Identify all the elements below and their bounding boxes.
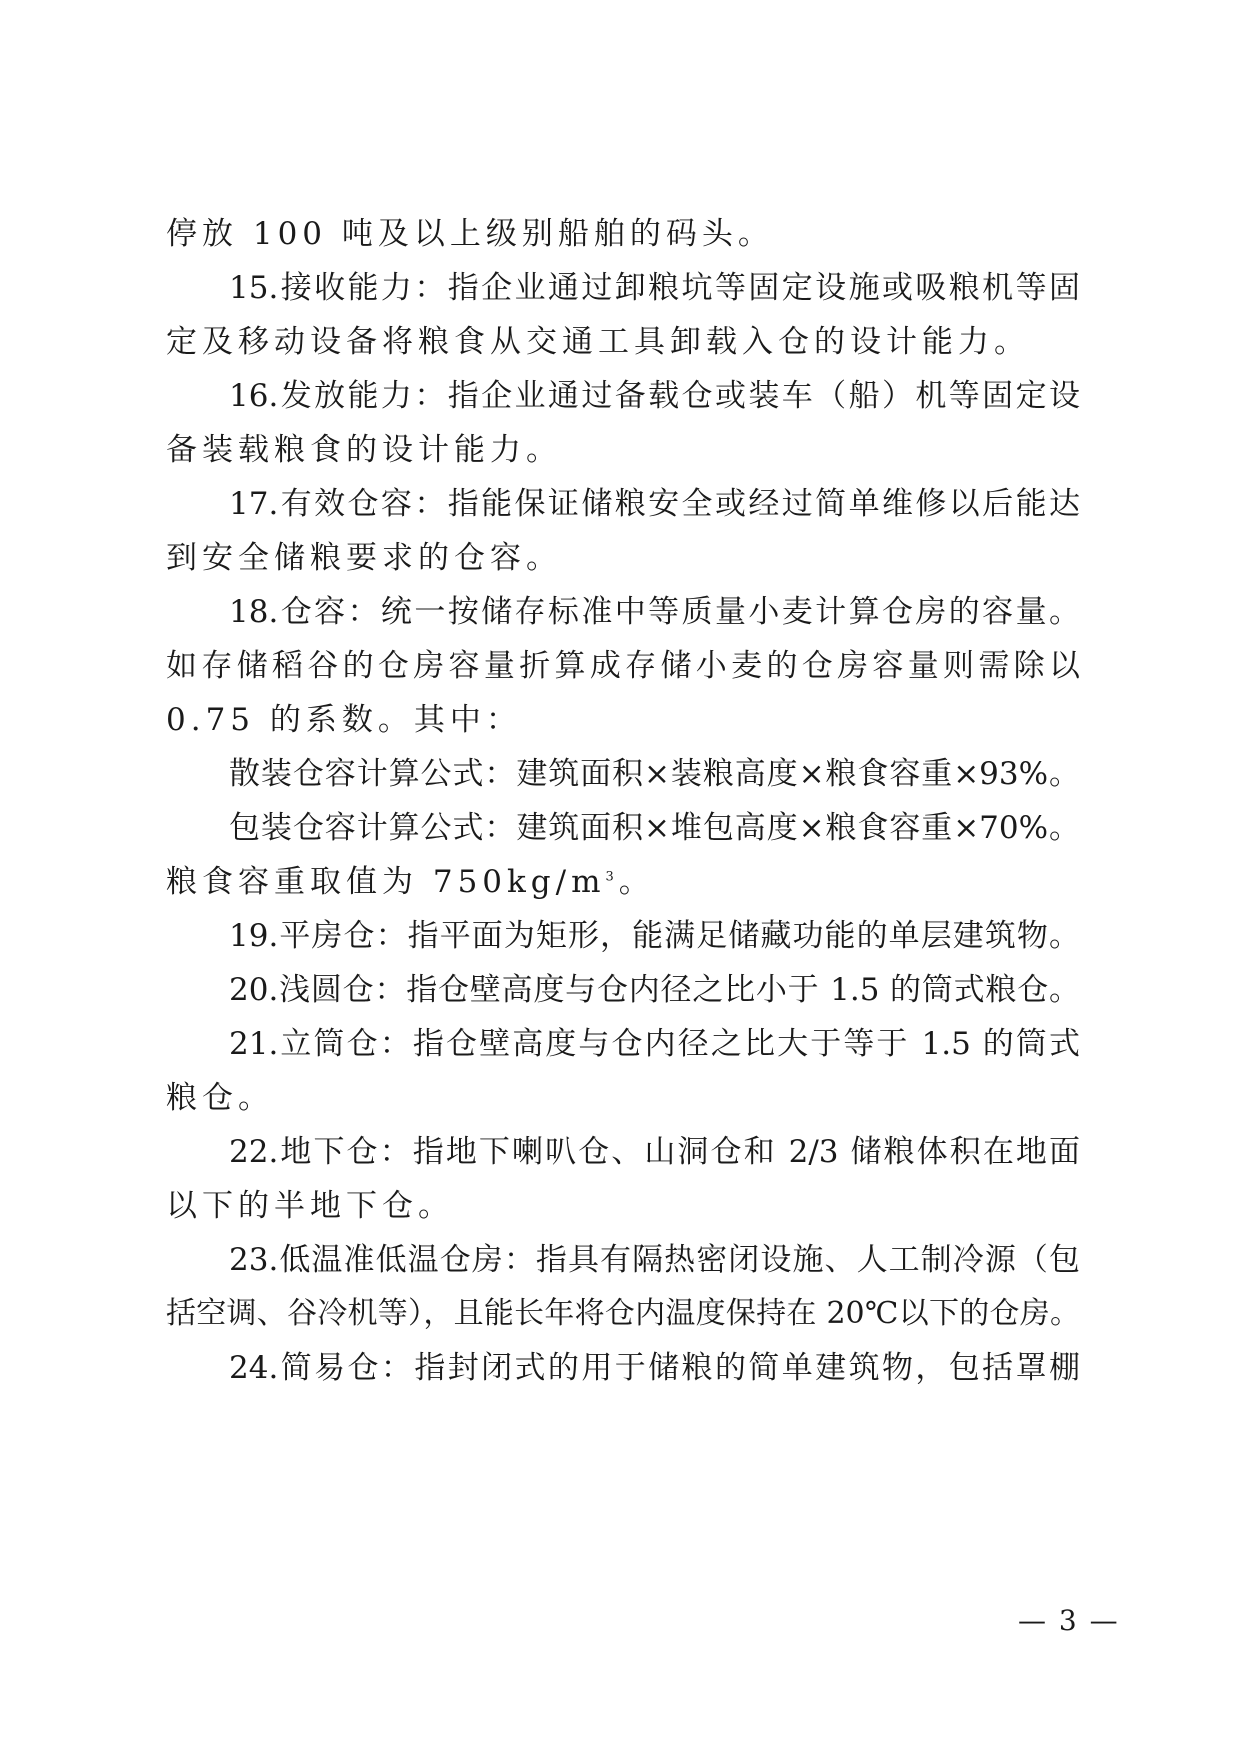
text-line-20: 23.低温准低温仓房：指具有隔热密闭设施、人工制冷源（包 [229,1242,1080,1278]
text-line-10: 0.75 的系数。其中： [166,702,522,738]
superscript-3: 3 [605,869,619,885]
text-line-9: 如存储稻谷的仓房容量折算成存储小麦的仓房容量则需除以 [166,648,1080,684]
text-line-13 [166,862,1080,902]
text-line-21: 括空调、谷冷机等），且能长年将仓内温度保持在 20℃以下的仓房。 [166,1296,1080,1331]
text-line-1: 停放 100 吨及以上级别船舶的码头。 [166,216,774,252]
text-line-4: 16.发放能力：指企业通过备载仓或装车（船）机等固定设 [229,378,1080,414]
text-line-14: 19.平房仓：指平面为矩形，能满足储藏功能的单层建筑物。 [229,918,1080,954]
text-line-3: 定及移动设备将粮食从交通工具卸载入仓的设计能力。 [166,324,1030,360]
text-line-13-main: 粮食容重取值为 750kg/m [166,864,606,900]
text-line-5: 备装载粮食的设计能力。 [166,432,562,468]
text-line-18: 22.地下仓：指地下喇叭仓、山洞仓和 2/3 储粮体积在地面 [229,1134,1080,1170]
text-line-19: 以下的半地下仓。 [166,1188,454,1224]
text-line-6: 17.有效仓容：指能保证储粮安全或经过简单维修以后能达 [229,486,1080,522]
text-line-11: 散装仓容计算公式：建筑面积×装粮高度×粮食容重×93%。 [229,756,1080,792]
text-line-16: 21.立筒仓：指仓壁高度与仓内径之比大于等于 1.5 的筒式 [229,1026,1080,1062]
text-line-17: 粮仓。 [166,1080,274,1116]
text-line-2: 15.接收能力：指企业通过卸粮坑等固定设施或吸粮机等固 [229,270,1080,306]
text-line-7: 到安全储粮要求的仓容。 [166,540,562,576]
text-line-15: 20.浅圆仓：指仓壁高度与仓内径之比小于 1.5 的筒式粮仓。 [229,972,1080,1008]
text-line-13-end: 。 [618,864,655,900]
page-number: — 3 — [1018,1604,1120,1637]
text-line-8: 18.仓容：统一按储存标准中等质量小麦计算仓房的容量。 [229,594,1080,630]
text-line-22: 24.简易仓：指封闭式的用于储粮的简单建筑物，包括罩棚 [229,1350,1080,1386]
text-line-12: 包装仓容计算公式：建筑面积×堆包高度×粮食容重×70%。 [229,810,1080,846]
